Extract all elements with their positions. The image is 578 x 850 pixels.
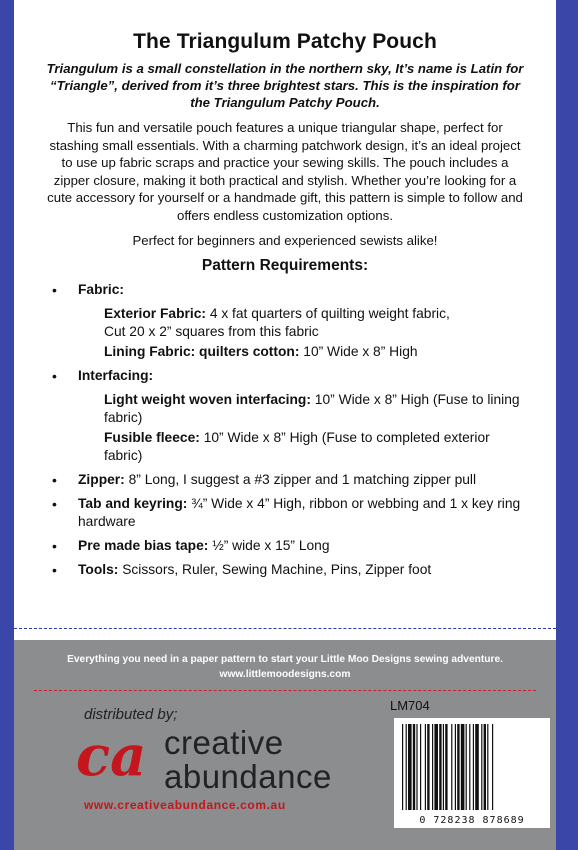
- list-item-tab: [44, 495, 526, 531]
- barcode-bar: [439, 724, 441, 810]
- interfacing-details: [78, 391, 526, 465]
- list-item-interfacing: [44, 367, 526, 465]
- barcode-bar: [443, 724, 444, 810]
- list-item-tools: [44, 561, 526, 579]
- page-title: The Triangulum Patchy Pouch: [133, 30, 437, 53]
- barcode-bar: [427, 724, 429, 810]
- barcode-bar: [413, 724, 415, 810]
- zipper-label: Zipper:: [78, 472, 125, 487]
- footer-panel: [14, 640, 556, 850]
- barcode-bar: [451, 724, 452, 810]
- barcode-bar: [425, 724, 426, 810]
- fabric-details: [78, 305, 526, 361]
- barcode-bar: [492, 724, 493, 810]
- barcode-bar: [408, 724, 412, 810]
- barcode-bar: [416, 724, 417, 810]
- barcode-bar: [457, 724, 459, 810]
- brand-name-line1: creative: [164, 724, 284, 761]
- tab-text: ¾” Wide x 4” High, ribbon or webbing and 1 x key ring hardware: [78, 496, 521, 529]
- barcode-bar: [420, 724, 421, 810]
- lining-fabric-line: [104, 343, 526, 361]
- barcode-bar: [461, 724, 465, 810]
- lining-fabric-text: 10” Wide x 8” High: [299, 344, 418, 359]
- creative-abundance-logo-icon: [74, 725, 166, 787]
- pattern-back-cover: [14, 0, 556, 850]
- exterior-fabric-cut: Cut 20 x 2” squares from this fabric: [104, 324, 319, 339]
- red-dashed-divider: [34, 690, 536, 691]
- barcode-bars-icon: [400, 724, 544, 810]
- fusible-fleece-label: Fusible fleece:: [104, 430, 200, 445]
- footer-tagline: Everything you need in a paper pattern to start your Little Moo Designs sewing adventure.: [67, 654, 503, 665]
- barcode-bar: [484, 724, 486, 810]
- bias-label: Pre made bias tape:: [78, 538, 209, 553]
- tools-label: Tools:: [78, 562, 119, 577]
- barcode-bar: [481, 724, 482, 810]
- barcode-digits: 0 728238 878689: [419, 815, 525, 826]
- fusible-fleece-line: [104, 429, 526, 465]
- barcode-bar: [434, 724, 438, 810]
- barcode-bar: [475, 724, 479, 810]
- barcode-bar: [455, 724, 456, 810]
- main-content: [14, 0, 556, 579]
- fusible-fleece-text: 10” Wide x 8” High (Fuse to completed exterior fabric): [104, 430, 490, 463]
- brand-name-line2: abundance: [164, 758, 332, 795]
- audience-text: Perfect for beginners and experienced sewists alike!: [132, 233, 438, 248]
- logo-letters: ca: [76, 725, 147, 787]
- light-interfacing-line: [104, 391, 526, 427]
- interfacing-label: Interfacing:: [78, 368, 154, 383]
- product-code: LM704: [390, 698, 430, 713]
- lining-fabric-label: Lining Fabric: quilters cotton:: [104, 344, 300, 359]
- barcode-bar: [402, 724, 403, 810]
- tools-text: Scissors, Ruler, Sewing Machine, Pins, Zipper foot: [118, 562, 432, 577]
- barcode-bar: [432, 724, 433, 810]
- light-interfacing-text: 10” Wide x 8” High (Fuse to lining fabric): [104, 392, 520, 425]
- light-interfacing-label: Light weight woven interfacing:: [104, 392, 311, 407]
- barcode-bar: [469, 724, 470, 810]
- list-item-zipper: [44, 471, 526, 489]
- fabric-label: Fabric:: [78, 282, 124, 297]
- exterior-fabric-line: [104, 305, 526, 341]
- barcode: [394, 718, 550, 828]
- distributed-by-text: distributed by;: [84, 706, 178, 723]
- barcode-bar: [406, 724, 407, 810]
- zipper-text: 8” Long, I suggest a #3 zipper and 1 matching zipper pull: [124, 472, 477, 487]
- exterior-fabric-label: Exterior Fabric:: [104, 306, 206, 321]
- requirements-heading: Pattern Requirements:: [201, 257, 369, 274]
- barcode-bar: [487, 724, 488, 810]
- dashed-divider: [14, 628, 556, 629]
- bias-text: ½” wide x 15” Long: [208, 538, 330, 553]
- tab-label: Tab and keyring:: [78, 496, 188, 511]
- list-item-bias: [44, 537, 526, 555]
- barcode-bar: [466, 724, 467, 810]
- brand-url[interactable]: www.creativeabundance.com.au: [84, 798, 286, 812]
- barcode-bar: [445, 724, 447, 810]
- description-text: This fun and versatile pouch features a unique triangular shape, perfect for stashing small essentials. With a charming patchwork design, it’s an ideal project to use up fabric scraps and practice your sewing skills. The pouch includes a zipper closure, making it both practical and stylish. Whether you’re looking for a cute accessory for yourself or a handmade gift, this pattern is simple to follow and offers endless customization options.: [47, 120, 523, 223]
- exterior-fabric-text: 4 x fat quarters of quilting weight fabric,: [205, 306, 450, 321]
- list-item-fabric: [44, 281, 526, 361]
- footer-website[interactable]: www.littlemoodesigns.com: [219, 669, 351, 680]
- barcode-bar: [473, 724, 474, 810]
- requirements-list: [44, 281, 526, 579]
- intro-text: Triangulum is a small constellation in the northern sky, It’s name is Latin for “Triangle”, derived from it’s three brightest stars. This is the inspiration for the Triangulum Patchy Pouch.: [46, 61, 524, 110]
